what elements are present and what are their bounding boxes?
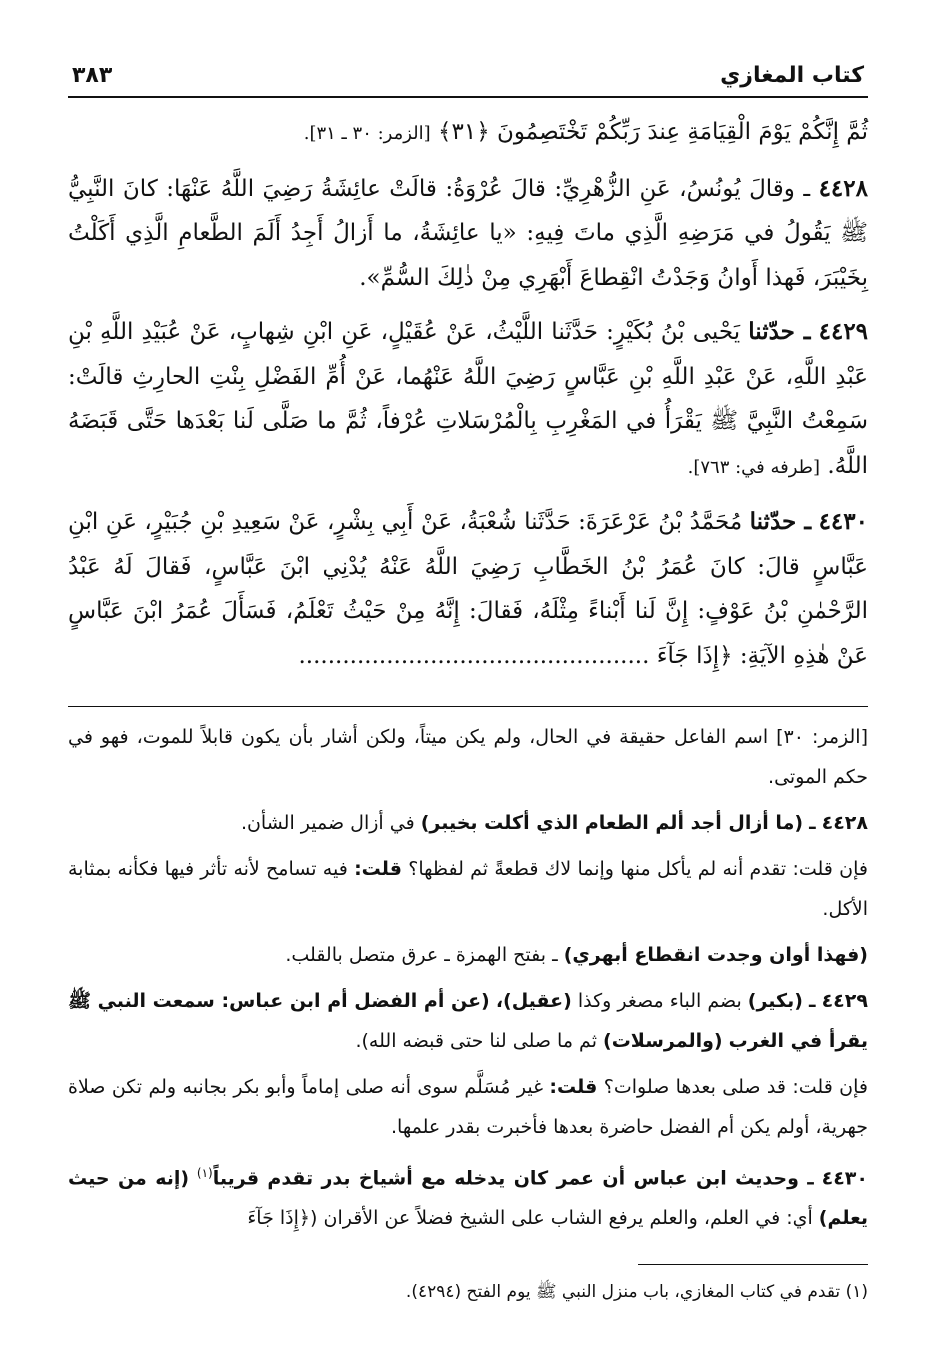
commentary-4429-question	[68, 1067, 868, 1147]
commentary-number: ٤٤٣٠	[821, 1167, 868, 1190]
commentary-quote: (عقيل)،	[495, 990, 572, 1012]
commentary-para: [الزمر: ٣٠] اسم الفاعل حقيقة في الحال، ولم يكن ميتاً، ولكن أشار بأن يكون قابلاً للموت، فهو في حكم الموتى.	[68, 726, 868, 788]
commentary-quote: (إنه من حيث يعلم)	[68, 1167, 868, 1230]
commentary-4428-b	[68, 935, 868, 975]
continuation-dots: ................................................	[298, 642, 650, 669]
hadith-number: ٤٤٢٨	[818, 174, 868, 202]
verse-text: ثُمَّ إِنَّكُمْ يَوْمَ الْقِيَامَةِ عِندَ رَبِّكُمْ تَخْتَصِمُونَ ﴿٣١﴾	[438, 119, 868, 145]
footnote-marker[interactable]: (١)	[196, 1166, 213, 1180]
commentary-number: ٤٤٢٩	[821, 990, 868, 1012]
commentary-text: في أزال ضمير الشأن.	[240, 812, 415, 834]
commentary-text: بضم الباء مصغر وكذا	[577, 990, 742, 1012]
commentary-4430	[68, 1153, 868, 1238]
section-divider	[68, 706, 868, 707]
commentary-quote: (والمرسلات)	[603, 1030, 723, 1052]
commentary-dash: ـ	[809, 812, 816, 834]
question-text: فإن قلت: تقدم أنه لم يأكل منها وإنما لاك قطعةً ثم لفظها؟	[408, 858, 868, 880]
commentary	[68, 717, 868, 1238]
hadith-4428	[68, 167, 868, 301]
footnote-divider	[638, 1264, 868, 1265]
answer-word: قلت:	[354, 858, 402, 880]
hadith-text: ـ وقالَ يُونُسُ، عَنِ الزُّهْرِيِّ: قالَ عُرْوَةُ: قالَتْ عائِشَةُ رَضِيَ اللَّهُ عَنْهَا: كانَ النَّبِيُّ ﷺ يَقُولُ في مَرَضِهِ الَّذِي ماتَ فِيهِ: «يا عائِشَةُ، ما أَزالُ أَجِدُ أَلَمَ الطَّعامِ الَّذِي أَكَلْتُ بِخَيْبَرَ، فَهذا أَوانُ وَجَدْتُ انْقِطاعَ أَبْهَرِي مِنْ ذٰلِكَ السُّمِّ».	[68, 175, 868, 291]
running-title: كتاب المغازي	[720, 63, 864, 88]
book-page	[68, 40, 868, 1340]
hadith-4430	[68, 500, 868, 678]
commentary-quote: (بكير)	[747, 990, 803, 1012]
commentary-text: أي: في العلم، والعلم يرفع الشاب على الشيخ فضلاً عن الأقران (﴿إِذَا جَآءَ	[247, 1207, 813, 1230]
commentary-quote: (ما أزال أجد ألم الطعام الذي أكلت بخيبر)	[420, 812, 804, 834]
hadith-reference: [طرفه في: ٧٦٣].	[687, 456, 821, 478]
commentary-quote: (فهذا أوان وجدت انقطاع أبهري)	[563, 944, 868, 966]
footnote	[68, 1275, 868, 1309]
verse-line	[68, 110, 868, 157]
hadith-text: يَحْيى بْنُ بُكَيْرٍ: حَدَّثَنا اللَّيْثُ، عَنْ عُقَيْلٍ، عَنِ ابْنِ شِهابٍ، عَنْ عُبَيْدِ اللَّهِ بْنِ عَبْدِ اللَّهِ، عَنْ عَبْدِ اللَّهِ بْنِ عَبَّاسٍ رَضِيَ اللَّهُ عَنْهُما، عَنْ أُمِّ الفَضْلِ بِنْتِ الحارِثِ قالَتْ: سَمِعْتُ النَّبِيَّ ﷺ يَقْرَأُ في المَغْرِبِ بِالْمُرْسَلاتِ عُرْفاً، ثُمَّ ما صَلَّى لَنا بَعْدَها حَتَّى قَبَضَهُ اللَّهُ.	[68, 319, 868, 479]
commentary-text: ـ بفتح الهمزة ـ عرق متصل بالقلب.	[285, 944, 558, 966]
commentary-4428-question	[68, 849, 868, 929]
commentary-4428	[68, 803, 868, 843]
page-header	[68, 40, 868, 98]
page-number: ٣٨٣	[72, 63, 113, 88]
main-text	[68, 110, 868, 678]
hadith-4429	[68, 310, 868, 490]
commentary-4429	[68, 981, 868, 1061]
commentary-text: ثم ما صلى لنا حتى قبضه الله).	[355, 1030, 597, 1052]
answer-text: فيه تسامح لأنه تأثر فيها فكأنه بمثابة الأكل.	[68, 858, 868, 920]
commentary-number: ٤٤٢٨	[821, 812, 868, 834]
commentary-quote: ـ وحديث ابن عباس أن عمر كان يدخله مع أشياخ بدر تقدم قريباً	[212, 1167, 814, 1190]
commentary-quote: (عن أم الفضل أم ابن عباس: سمعت النبي ﷺ يقرأ في الغرب	[68, 990, 868, 1052]
hadith-lead: ـ حدّثنا	[749, 508, 812, 535]
answer-text: غير مُسَلَّم سوى أنه صلى إماماً وأبو بكر بجانبه ولم تكن صلاة جهرية، أولم يكن أم الفضل حاضرة بعدها فأخبرت بقدر علمها.	[68, 1076, 868, 1138]
footnote-text: تقدم في كتاب المغازي، باب منزل النبي ﷺ يوم الفتح (٤٢٩٤).	[405, 1282, 841, 1303]
commentary-dash: ـ	[809, 990, 816, 1012]
question-text: فإن قلت: قد صلى بعدها صلوات؟	[603, 1076, 869, 1098]
answer-word: قلت:	[549, 1076, 598, 1098]
footnote-mark: (١)	[845, 1282, 868, 1303]
hadith-lead: ـ حدّثنا	[748, 318, 811, 345]
hadith-number: ٤٤٢٩	[818, 318, 869, 345]
hadith-number: ٤٤٣٠	[818, 508, 868, 535]
verse-reference: [الزمر: ٣٠ ـ ٣١].	[303, 123, 431, 144]
hadith-text: مُحَمَّدُ بْنُ عَرْعَرَةَ: حَدَّثَنا شُعْبَةُ، عَنْ أَبِي بِشْرٍ، عَنْ سَعِيدِ بْنِ جُبَيْرٍ، عَنِ ابْنِ عَبَّاسٍ قالَ: كانَ عُمَرُ بْنُ الخَطَّابِ رَضِيَ اللَّهُ عَنْهُ يُدْنِي ابْنَ عَبَّاسٍ، فَقالَ لَهُ عَبْدُ الرَّحْمٰنِ بْنُ عَوْفٍ: إِنَّ لَنا أَبْناءً مِثْلَهُ، فَقالَ: إِنَّهُ مِنْ حَيْثُ تَعْلَمُ، فَسَأَلَ عُمَرُ ابْنَ عَبَّاسٍ عَنْ هٰذِهِ الآيَةِ: ﴿إِذَا جَآءَ	[68, 509, 868, 669]
